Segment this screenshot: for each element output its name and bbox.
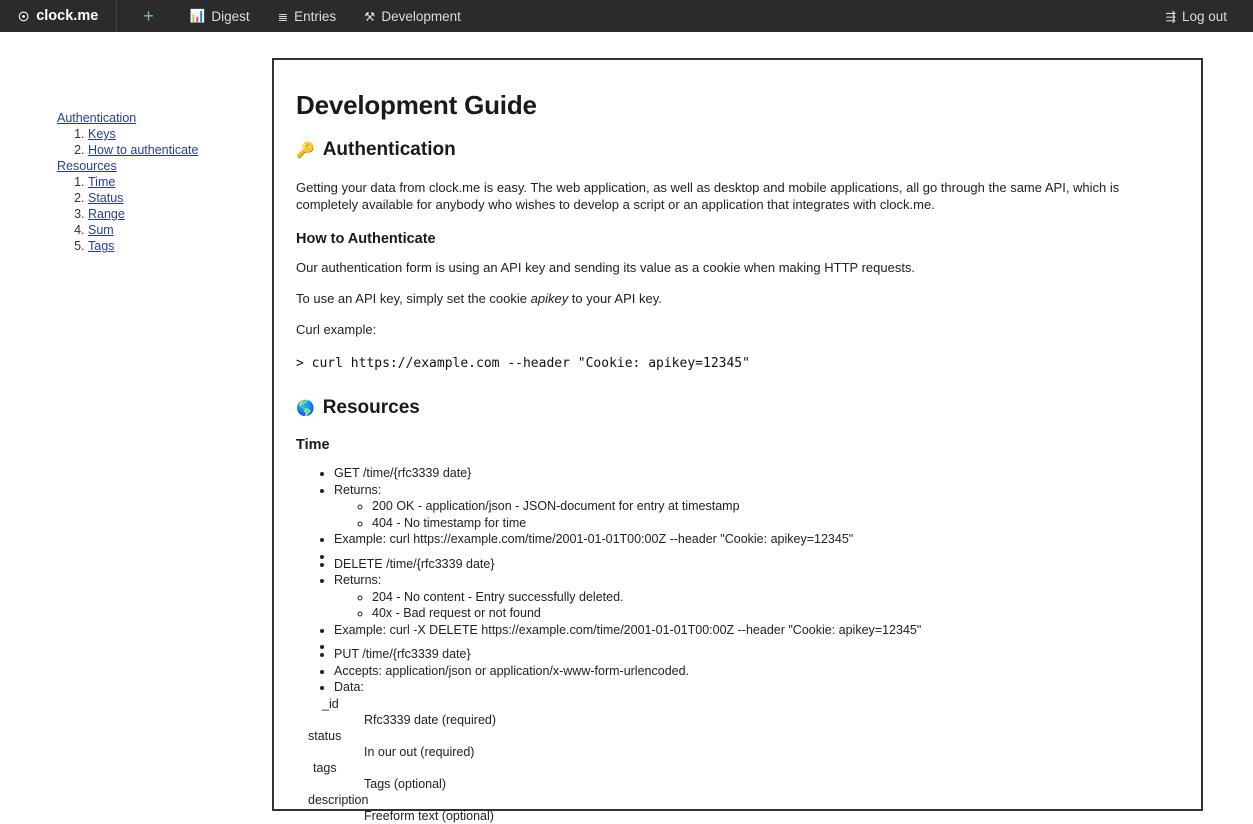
document-panel — [272, 58, 1203, 823]
section-heading-authentication-label: Authentication — [322, 139, 456, 160]
delete-example: • Example: curl -X DELETE https://example.com/time/2001-01-01T00:00Z --header "Cookie: apikey=12345" — [334, 622, 1171, 639]
auth-paragraph-1: Our authentication form is using an API key and sending its value as a cookie when making HTTP requests. — [296, 260, 916, 275]
table-of-contents — [0, 32, 262, 811]
toc-link-sum[interactable]: Sum — [88, 223, 114, 237]
toc-link-time[interactable]: Time — [88, 175, 116, 189]
put-field-id-value: Rfc3339 date (required) — [364, 712, 497, 727]
logout-button[interactable] — [1151, 0, 1241, 32]
put-data-fields — [308, 696, 1171, 824]
add-entry-button[interactable] — [117, 0, 176, 32]
page-body — [0, 32, 1253, 823]
toc-link-status[interactable]: Status — [88, 191, 124, 205]
toc-item-time — [88, 174, 262, 190]
endpoint-get-time: • GET /time/{rfc3339 date} — [334, 465, 1171, 482]
curl-example-label: Curl example: — [296, 322, 377, 337]
auth-p2-before: To use an API key, simply set the cookie — [296, 291, 531, 306]
put-field-tags-value: Tags (optional) — [364, 776, 446, 791]
toc-link-range[interactable]: Range — [88, 207, 125, 221]
toc-item-tags — [88, 238, 262, 254]
logout-label: Log out — [1181, 8, 1227, 24]
toc-link-authentication[interactable]: Authentication — [57, 111, 137, 125]
toc-section-authentication — [57, 110, 262, 158]
nav-label-digest: Digest — [211, 8, 250, 24]
subheading-time: Time — [296, 437, 330, 453]
toc-item-sum — [88, 222, 262, 238]
put-field-tags-key: tags — [313, 760, 337, 775]
nav-item-entries[interactable] — [264, 0, 351, 32]
put-field-status — [308, 728, 1171, 760]
auth-p2-after: to your API key. — [568, 291, 662, 306]
endpoint-delete-time: • DELETE /time/{rfc3339 date} — [334, 556, 1171, 573]
section-heading-resources — [296, 397, 1171, 419]
page-title: Development Guide — [296, 90, 537, 120]
toc-link-resources[interactable]: Resources — [57, 159, 117, 173]
brand-logo[interactable] — [0, 0, 117, 32]
delete-return-40x: ◦ 40x - Bad request or not found — [372, 605, 1171, 622]
toc-item-status — [88, 190, 262, 206]
get-returns-label: • Returns: ◦ 200 OK - application/json - JSON-document for entry at timestamp ◦ 404 - No timestamp for time — [334, 482, 1171, 532]
brand-label: clock.me — [36, 8, 99, 24]
nav-item-digest[interactable] — [176, 0, 264, 32]
put-field-description — [308, 792, 1171, 824]
put-field-status-value: In our out (required) — [364, 744, 475, 759]
toc-link-tags[interactable]: Tags — [88, 239, 115, 253]
list-spacer — [334, 548, 1171, 556]
delete-returns-label: • Returns: ◦ 204 - No content - Entry successfully deleted. ◦ 40x - Bad request or not found — [334, 572, 1171, 622]
put-field-status-key: status — [308, 728, 342, 743]
list-icon: ≣ — [277, 9, 289, 24]
bar-chart-icon: 📊 — [189, 8, 206, 23]
endpoint-put-time: • PUT /time/{rfc3339 date} — [334, 646, 1171, 663]
globe-icon: 🌎 — [296, 400, 315, 417]
put-data-label: • Data: — [334, 679, 1171, 696]
put-field-tags — [308, 760, 1171, 792]
put-field-description-key: description — [308, 792, 369, 807]
subheading-how-to-authenticate: How to Authenticate — [296, 231, 436, 247]
nav-label-development: Development — [381, 8, 461, 24]
delete-return-204: ◦ 204 - No content - Entry successfully deleted. — [372, 589, 1171, 606]
get-return-404: ◦ 404 - No timestamp for time — [372, 515, 1171, 532]
nav-item-development[interactable] — [350, 0, 475, 32]
get-return-200: ◦ 200 OK - application/json - JSON-document for entry at timestamp — [372, 498, 1171, 515]
delete-returns-list — [334, 589, 1171, 622]
put-accepts: • Accepts: application/json or application/x-www-form-urlencoded. — [334, 663, 1171, 680]
toc-link-how-to-authenticate[interactable]: How to authenticate — [88, 143, 199, 157]
plus-icon: + — [143, 6, 154, 26]
clock-icon: ☉ — [18, 9, 30, 24]
top-navbar — [0, 0, 1253, 32]
nav-label-entries: Entries — [294, 8, 337, 24]
put-field-description-value: Freeform text (optional) — [364, 808, 494, 823]
auth-paragraph-2 — [296, 290, 1171, 307]
list-spacer-2 — [334, 638, 1171, 646]
put-field-id — [308, 696, 1171, 728]
auth-p2-cookie-name: apikey — [530, 291, 569, 306]
get-example: • Example: curl https://example.com/time/2001-01-01T00:00Z --header "Cookie: apikey=12345" — [334, 531, 1171, 548]
toc-item-keys — [88, 126, 262, 142]
get-returns-list — [334, 498, 1171, 531]
time-endpoints-list — [296, 465, 1171, 696]
auth-intro-paragraph: Getting your data from clock.me is easy. The web application, as well as desktop and mobile applications, all go through the same API, which is completely available for anybody who wishes to develop a script or an application that integrates with clock.me. — [296, 180, 1120, 212]
tools-icon: ⚒ — [364, 9, 376, 24]
section-heading-resources-label: Resources — [322, 397, 420, 418]
curl-example-code: > curl https://example.com --header "Cookie: apikey=12345" — [296, 356, 750, 371]
section-heading-authentication — [296, 139, 1171, 161]
put-field-id-key: _id — [322, 696, 339, 711]
toc-item-range — [88, 206, 262, 222]
logout-icon: ⇶ — [1165, 9, 1176, 24]
toc-section-resources — [57, 158, 262, 254]
toc-link-keys[interactable]: Keys — [88, 127, 116, 141]
key-icon: 🔑 — [296, 142, 315, 159]
toc-item-how-to-authenticate — [88, 142, 262, 158]
